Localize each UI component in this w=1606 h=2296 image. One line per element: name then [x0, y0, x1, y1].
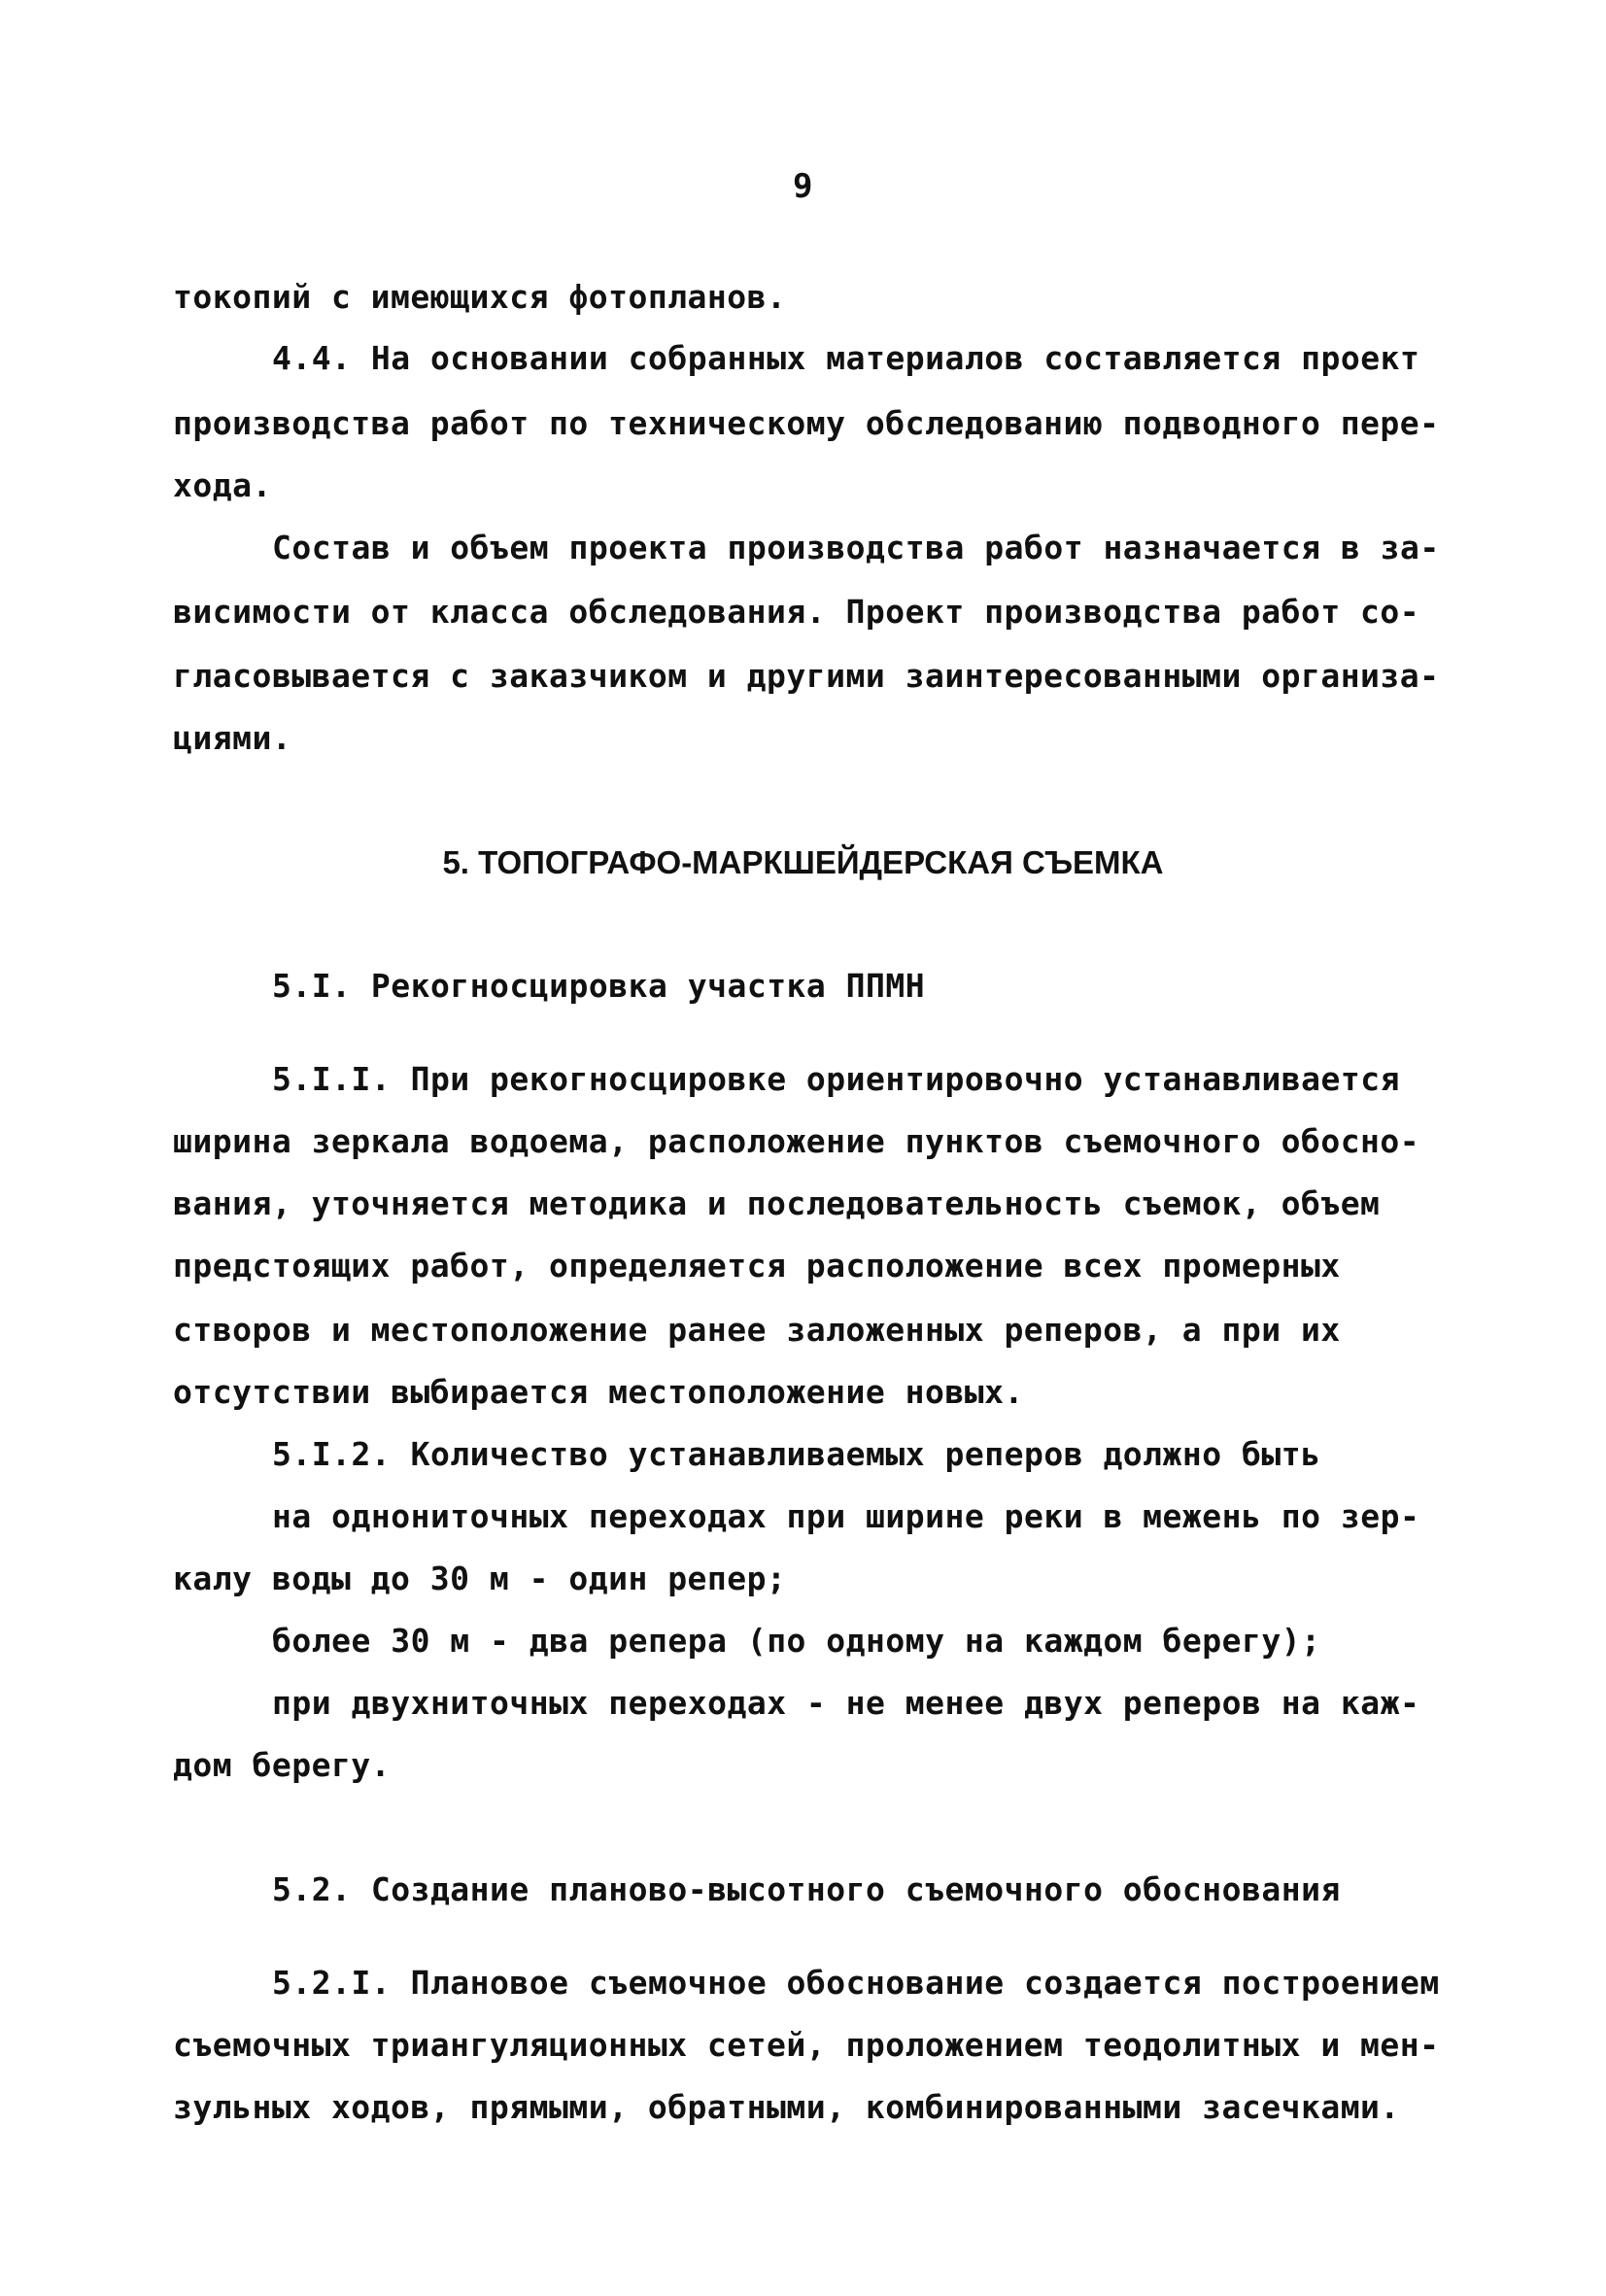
text-line-1: токопий с имеющихся фотопланов.: [173, 278, 787, 316]
page-number: 9: [793, 167, 813, 206]
section-heading: 5. ТОПОГРАФО-МАРКШЕЙДЕРСКАЯ СЪЕМКА: [442, 844, 1164, 880]
text-line-12: предстоящих работ, определяется расположение всех промерных: [173, 1247, 1341, 1285]
text-line-5: Состав и объем проекта производства работ назначается в за-: [272, 529, 1440, 566]
subsection-heading-5-1: 5.I. Рекогносцировка участка ППМН: [272, 967, 926, 1005]
text-line-10: ширина зеркала водоема, расположение пунктов съемочного обосно-: [173, 1122, 1420, 1160]
text-line-3: производства работ по техническому обследованию подводного пере-: [173, 404, 1440, 442]
text-line-4: хода.: [173, 466, 272, 504]
text-line-16: на однониточных переходах при ширине реки в межень по зер-: [272, 1497, 1420, 1535]
text-line-7: гласовывается с заказчиком и другими заинтересованными организа-: [173, 657, 1440, 695]
text-line-11: вания, уточняется методика и последовательность съемок, объем: [173, 1184, 1381, 1222]
text-line-6: висимости от класса обследования. Проект производства работ со-: [173, 593, 1420, 631]
text-line-2: 4.4. На основании собранных материалов составляется проект: [272, 339, 1420, 377]
text-line-9: 5.I.I. При рекогносцировке ориентировочно устанавливается: [272, 1060, 1400, 1098]
text-line-19: при двухниточных переходах - не менее двух реперов на каж-: [272, 1684, 1420, 1722]
text-line-18: более 30 м - два репера (по одному на каждом берегу);: [272, 1622, 1321, 1660]
text-line-8: циями.: [173, 719, 292, 757]
text-line-13: створов и местоположение ранее заложенных реперов, а при их: [173, 1311, 1341, 1349]
text-line-14: отсутствии выбирается местоположение новых.: [173, 1373, 1024, 1411]
subsection-heading-5-2: 5.2. Создание планово-высотного съемочного обоснования: [272, 1870, 1341, 1908]
text-line-17: калу воды до 30 м - один репер;: [173, 1559, 787, 1597]
text-line-23: зульных ходов, прямыми, обратными, комбинированными засечками.: [173, 2088, 1400, 2126]
text-line-20: дом берегу.: [173, 1746, 392, 1784]
text-line-15: 5.I.2. Количество устанавливаемых реперов должно быть: [272, 1435, 1321, 1473]
text-line-22: съемочных триангуляционных сетей, проложением теодолитных и мен-: [173, 2026, 1440, 2064]
text-line-21: 5.2.I. Плановое съемочное обоснование создается построением: [272, 1964, 1440, 2002]
